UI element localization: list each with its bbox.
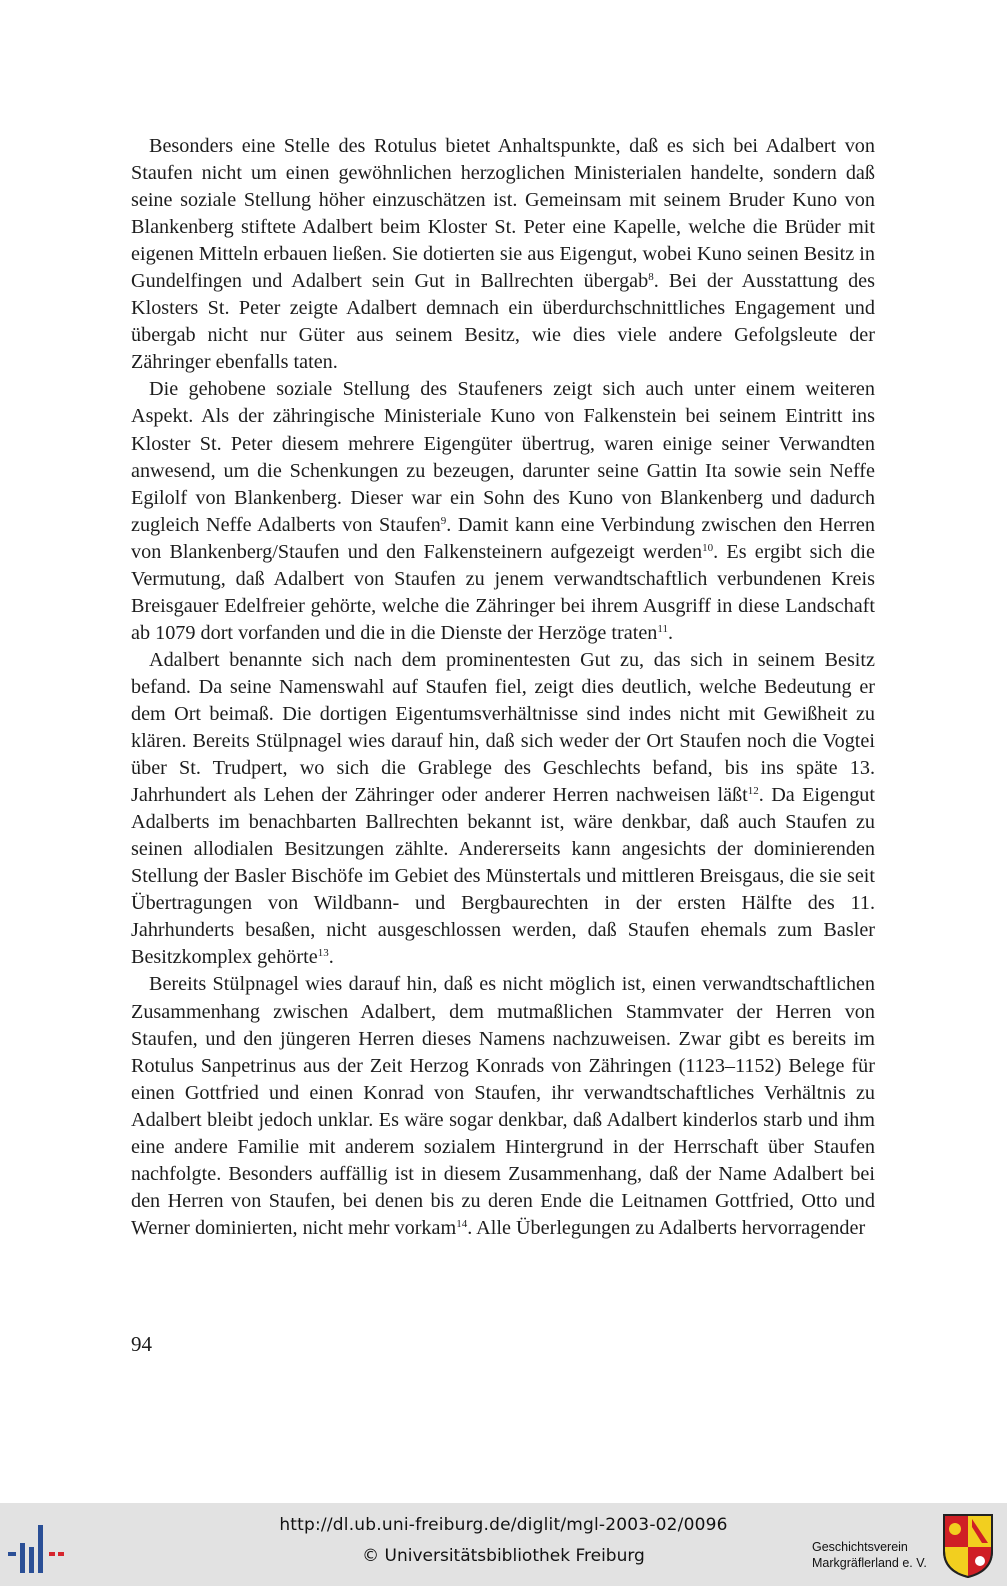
paragraph-text: . Da Eigengut Adalberts im benachbarten Ballrechten bekannt ist, wäre denkbar, daß auch Staufen zu seinen allodialen Besitzungen zählte. Andererseits kann angesichts der dominierenden Stellung der Basler Bischöfe im Gebiet des Münstertals und mittleren Breisgaus, die sie seit Übertragungen von Wildbann- und Bergbaurechten in der ersten Hälfte des 11. Jahrhunderts besaßen, nicht ausgeschlossen werden, daß Staufen ehemals zum Basler Besitzkomplex gehörte [131, 784, 875, 969]
footnote-ref: 8 [648, 271, 654, 284]
paragraph-text: Bereits Stülpnagel wies darauf hin, daß es nicht möglich ist, einen verwandtschaftlichen Zusammenhang zwischen Adalbert, dem mutmaßlichen Stammvater der Herren von Staufen, und den jüngeren Herren dieses Namens nachzuweisen. Zwar gibt es bereits im Rotulus Sanpetrinus aus der Zeit Herzog Konrads von Zähringen (1123–1152) Belege für einen Gottfried und einen Konrad von Staufen, ihr verwandtschaftliches Verhältnis zu Adalbert bleibt jedoch unklar. Es wäre sogar denkbar, daß Adalbert kinderlos starb und ihm eine andere Familie mit anderem sozialem Hintergrund in der Herrschaft über Staufen nachfolgte. Besonders auffällig ist in diesem Zusammenhang, daß der Name Adalbert bei den Herren von Staufen, bei denen bis zu deren Ende die Leitnamen Gottfried, Otto und Werner dominierten, nicht mehr vorkam [131, 973, 875, 1239]
paragraph [131, 133, 875, 376]
society-crest-icon [942, 1513, 994, 1579]
paragraph [131, 376, 875, 646]
paragraph-text: Die gehobene soziale Stellung des Staufeners zeigt sich auch unter einem weiteren Aspekt. Als der zähringische Ministeriale Kuno von Falkenstein bei seinem Eintritt ins Kloster St. Peter diesem mehrere Eigengüter übertrug, waren einige seiner Verwandten anwesend, um die Schenkungen zu bezeugen, darunter seine Gattin Ita sowie sein Neffe Egilolf von Blankenberg. Dieser war ein Sohn des Kuno von Blankenberg und dadurch zugleich Neffe Adalberts von Staufen [131, 378, 875, 536]
page-number: 94 [131, 1332, 152, 1356]
paragraph-text: . [667, 621, 674, 644]
paragraph-text: . Bei der Ausstattung des Klosters St. Peter zeigte Adalbert demnach ein überdurchschnittliches Engagement und übergab nicht nur Güter aus seinem Besitz, wie dies viele andere Gefolgsleute der Zähringer ebenfalls taten. [131, 270, 875, 374]
copyright-notice: © Universitätsbibliothek Freiburg [362, 1546, 645, 1566]
viewer-footer [0, 1503, 1007, 1586]
footnote-ref: 12 [747, 785, 759, 798]
footnote-ref: 9 [440, 514, 447, 527]
body-text [131, 133, 875, 1242]
society-name-line-1: Geschichtsverein [812, 1540, 908, 1554]
paragraph [131, 971, 875, 1241]
permalink-url[interactable]: http://dl.ub.uni-freiburg.de/diglit/mgl-2003-02/0096 [279, 1515, 728, 1535]
paragraph-text: . Alle Überlegungen zu Adalberts hervorragender [467, 1216, 866, 1239]
society-name [812, 1539, 932, 1571]
paragraph-text: . Damit kann eine Verbindung zwischen den Herren von Blankenberg/Staufen und den Falkensteinern aufgezeigt werden [131, 513, 875, 563]
paragraph [131, 647, 875, 972]
footnote-ref: 10 [702, 541, 714, 554]
paragraph-text: Besonders eine Stelle des Rotulus bietet Anhaltspunkte, daß es sich bei Adalbert von Staufen nicht um einen gewöhnlichen herzoglichen Ministerialen handelte, sondern daß seine soziale Stellung höher einzuschätzen ist. Gemeinsam mit seinem Bruder Kuno von Blankenberg stiftete Adalbert beim Kloster St. Peter eine Kapelle, welche die Brüder mit eigenen Mitteln erbauen ließen. Sie dotierten sie aus Eigengut, wobei Kuno seinen Besitz in Gundelfingen und Adalbert sein Gut in Ballrechten übergab [131, 135, 875, 293]
footnote-ref: 14 [456, 1217, 468, 1230]
footnote-ref: 13 [317, 947, 329, 960]
footnote-ref: 11 [657, 622, 668, 635]
paragraph-text: . Es ergibt sich die Vermutung, daß Adalbert von Staufen zu jenem verwandtschaftlich verbundenen Kreis Breisgauer Edelfreier gehörte, welche die Zähringer bei ihrem Ausgriff in diese Landschaft ab 1079 dort vorfanden und die in die Dienste der Herzöge traten [131, 540, 876, 644]
paragraph-text: . [328, 946, 334, 969]
society-name-line-2: Markgräflerland e. V. [812, 1556, 927, 1570]
paragraph-text: Adalbert benannte sich nach dem prominentesten Gut zu, das sich in seinem Besitz befand. Da seine Namenswahl auf Staufen fiel, zeigt dies deutlich, welche Bedeutung er dem Ort beimaß. Die dortigen Eigentumsverhältnisse sind indes nicht mit Gewißheit zu klären. Bereits Stülpnagel wies darauf hin, daß sich weder der Ort Staufen noch die Vogtei über St. Trudpert, wo sich die Grablege des Geschlechts befand, bis ins späte 13. Jahrhundert als Lehen der Zähringer oder anderer Herren nachweisen läßt [131, 648, 875, 807]
